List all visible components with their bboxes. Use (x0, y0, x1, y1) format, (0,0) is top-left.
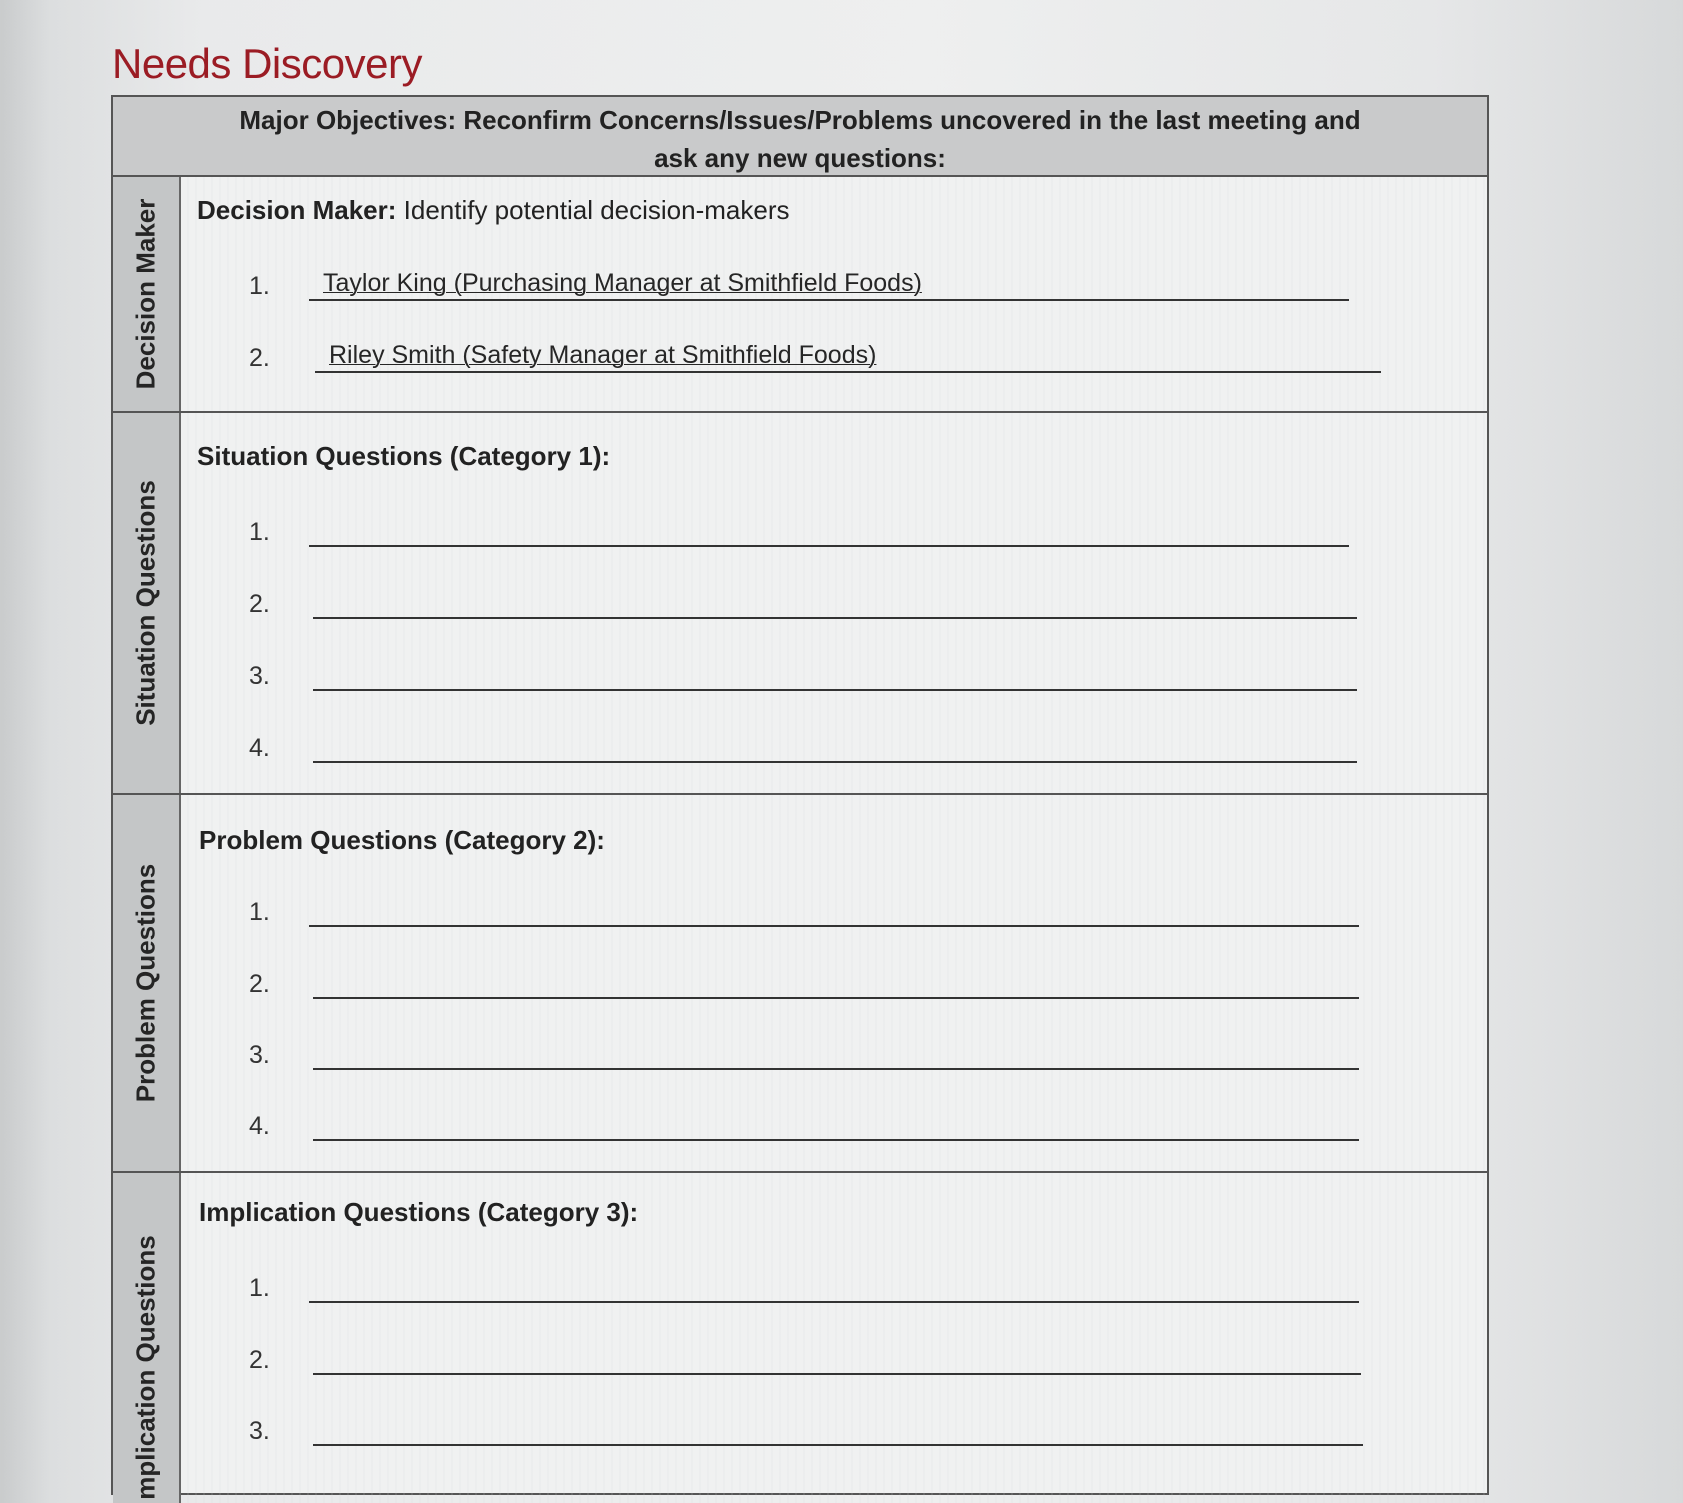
problem-questions-heading (199, 825, 605, 856)
problem-item-3[interactable] (249, 1034, 1359, 1074)
page-title: Needs Discovery (112, 40, 422, 87)
decision-maker-item-2[interactable] (249, 337, 1381, 377)
heading-bold: Decision Maker: (197, 195, 397, 225)
answer-line[interactable] (313, 1412, 1363, 1446)
situation-questions-section (113, 413, 1487, 795)
situation-item-3[interactable] (249, 655, 1357, 695)
side-label-text: Problem Questions (130, 863, 161, 1103)
item-number: 1. (249, 518, 270, 546)
item-number: 1. (249, 272, 270, 300)
side-label-implication-questions (113, 1173, 181, 1503)
side-label-problem-questions (113, 795, 181, 1171)
item-number: 4. (249, 1112, 270, 1140)
answer-line[interactable] (313, 1036, 1359, 1070)
heading-bold: Situation Questions (Category 1): (197, 441, 611, 471)
answer-line[interactable] (315, 339, 1381, 373)
item-number: 3. (249, 1417, 270, 1445)
item-number: 3. (249, 1041, 270, 1069)
situation-item-2[interactable] (249, 583, 1357, 623)
answer-line[interactable] (309, 893, 1359, 927)
objectives-header (113, 97, 1487, 177)
answer-line[interactable] (309, 267, 1349, 301)
decision-maker-item-1[interactable] (249, 265, 1349, 305)
answer-line[interactable] (313, 1107, 1359, 1141)
objectives-line-1: Major Objectives: Reconfirm Concerns/Issues/Problems uncovered in the last meeting and (239, 105, 1361, 135)
heading-bold: Problem Questions (Category 2): (199, 825, 605, 855)
problem-questions-content (181, 795, 1487, 1171)
decision-maker-heading (197, 195, 790, 226)
answer-line[interactable] (313, 1341, 1361, 1375)
answer-line[interactable] (313, 729, 1357, 763)
answer-line[interactable] (309, 1269, 1359, 1303)
problem-item-4[interactable] (249, 1105, 1359, 1145)
situation-questions-heading (197, 441, 610, 472)
decision-maker-content (181, 177, 1487, 411)
item-number: 3. (249, 662, 270, 690)
implication-item-3[interactable] (249, 1410, 1363, 1450)
side-label-situation-questions (113, 413, 181, 793)
needs-discovery-form (111, 95, 1489, 1500)
situation-questions-content (181, 413, 1487, 793)
answer-text: Taylor King (Purchasing Manager at Smithfield Foods) (323, 269, 922, 297)
answer-text: Riley Smith (Safety Manager at Smithfield Foods) (329, 341, 877, 369)
item-number: 2. (249, 1346, 270, 1374)
implication-questions-heading (199, 1197, 638, 1228)
item-number: 1. (249, 898, 270, 926)
side-label-text: Situation Questions (130, 480, 161, 726)
situation-item-1[interactable] (249, 511, 1349, 551)
heading-bold: Implication Questions (Category 3): (199, 1197, 639, 1227)
item-number: 2. (249, 590, 270, 618)
problem-questions-section (113, 795, 1487, 1173)
item-number: 4. (249, 734, 270, 762)
implication-item-2[interactable] (249, 1339, 1361, 1379)
side-label-decision-maker (113, 177, 181, 411)
problem-item-1[interactable] (249, 891, 1359, 931)
item-number: 2. (249, 970, 270, 998)
answer-line[interactable] (313, 585, 1357, 619)
item-number: 2. (249, 344, 270, 372)
item-number: 1. (249, 1274, 270, 1302)
heading-rest: Identify potential decision-makers (396, 195, 790, 225)
implication-questions-section (113, 1173, 1487, 1503)
implication-questions-content (181, 1173, 1487, 1503)
answer-line[interactable] (313, 965, 1359, 999)
implication-item-1[interactable] (249, 1267, 1359, 1307)
objectives-line-2: ask any new questions: (654, 143, 946, 173)
problem-item-2[interactable] (249, 963, 1359, 1003)
side-label-text: Decision Maker (130, 198, 161, 390)
answer-line[interactable] (313, 657, 1357, 691)
side-label-text: mplication Questions (130, 1235, 161, 1500)
answer-line[interactable] (309, 513, 1349, 547)
decision-maker-section (113, 177, 1487, 413)
situation-item-4[interactable] (249, 727, 1357, 767)
